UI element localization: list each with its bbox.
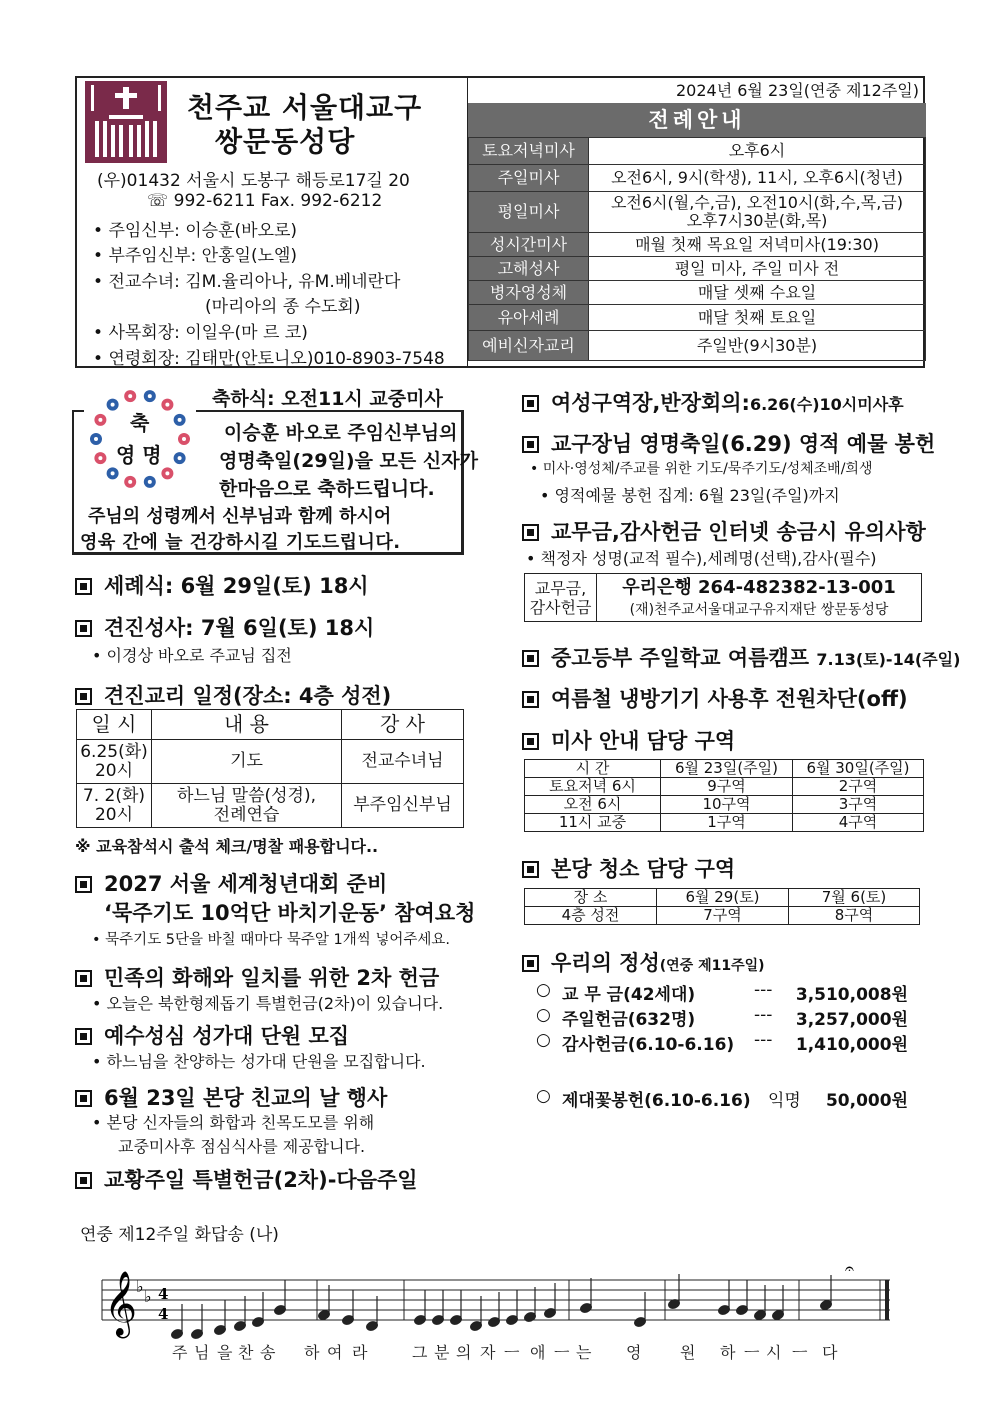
celebration-line3: 한마음으로 축하드립니다. [219, 478, 435, 500]
mass-guide-cell: 1구역 [661, 814, 793, 832]
baptism-section [75, 570, 369, 600]
mass-guide-section [522, 725, 735, 755]
staff-order: (마리아의 종 수도회) [205, 297, 361, 317]
staff-assistant-text: 부주임신부: 안홍일(노엘) [108, 246, 298, 266]
offering-row [536, 1005, 916, 1030]
liturgy-label: 성시간미사 [469, 233, 589, 257]
mass-guide-header: 시 간 [525, 760, 661, 778]
square-bullet-icon [75, 620, 92, 637]
collection-note: • 오늘은 북한형제돕기 특별헌금(2차)이 있습니다. [92, 991, 443, 1014]
staff-funeral: • 연령회장: 김태만(안토니오)010-8903-7548 [93, 349, 445, 369]
wreath-flower-center-icon [98, 456, 102, 460]
celebration-heading: 축하식: 오전11시 교중미사 [212, 388, 443, 410]
mass-guide-cell: 3구역 [793, 796, 924, 814]
choir-title: 예수성심 성가대 단원 모집 [104, 1024, 350, 1048]
bishop-note2: • 영적예물 봉헌 집계: 6월 23일(주일)까지 [540, 483, 840, 506]
wreath-flower-center-icon [165, 403, 169, 407]
mass-guide-cell: 2구역 [793, 778, 924, 796]
cleaning-cell: 4층 성전 [525, 907, 657, 925]
cleaning-title: 본당 청소 담당 구역 [551, 857, 736, 881]
schedule-table [76, 709, 464, 828]
offering-dash: --- [754, 1030, 773, 1050]
bishop-title: 교구장님 영명축일(6.29) 영적 예물 봉헌 [551, 432, 936, 456]
mass-guide-header: 6월 30일(주일) [793, 760, 924, 778]
bank-row [525, 574, 922, 622]
parish-logo [85, 81, 167, 163]
transfer-note: • 책정자 성명(교적 필수),세례명(선택),감사(필수) [526, 546, 877, 569]
staff-notation [80, 1250, 910, 1400]
liturgy-value-line1: 오전6시(월,수,금), 오전10시(화,수,목,금) [610, 193, 904, 212]
staff-council: • 사목회장: 이일우(마 르 코) [93, 323, 308, 343]
lyric-syllable: 여 [327, 1343, 343, 1362]
circle-bullet-icon: ○ [536, 980, 551, 1000]
offering-label: 주일헌금(632명) [562, 1010, 696, 1030]
mass-guide-row [525, 796, 924, 814]
wyd-title-line2: ‘묵주기도 10억단 바치기운동’ 참여요청 [104, 901, 476, 925]
wreath-flower-center-icon [111, 403, 115, 407]
staff-funeral-text: 연령회장: 김태만(안토니오)010-8903-7548 [108, 349, 445, 369]
offering-title: 우리의 정성 [551, 951, 660, 975]
schedule-header: 일 시 [77, 710, 152, 740]
offering-dash: --- [754, 1005, 773, 1025]
lyric-syllable: 다 [822, 1343, 838, 1362]
collection-title: 민족의 화해와 일치를 위한 2차 헌금 [104, 966, 440, 990]
lyric-syllable: 자 [480, 1343, 496, 1362]
parish-title-line1: 천주교 서울대교구 [187, 91, 423, 124]
lyric-syllable: 애 [530, 1343, 546, 1362]
psalm-score [80, 1250, 910, 1400]
celebration-line1: 이승훈 바오로 주임신부님의 [224, 422, 458, 444]
bank-info [597, 574, 922, 622]
lyric-syllable: 하 [720, 1343, 736, 1362]
liturgy-label: 주일미사 [469, 165, 589, 192]
bank-label-line2: 감사헌금 [529, 597, 592, 617]
wreath-text-top: 축 [130, 411, 150, 435]
bank-account: 우리은행 264-482382-13-001 [622, 576, 896, 598]
circle-bullet-icon: ○ [536, 1086, 551, 1106]
offering-dash: --- [754, 980, 773, 1000]
offering-amount: 3,510,008원 [795, 985, 908, 1005]
camp-section [522, 642, 960, 672]
liturgy-value: 오전6시, 9시(학생), 11시, 오후6시(청년) [589, 165, 926, 192]
flower-name: 익명 [768, 1091, 801, 1111]
schedule-date-line1: 7. 2(화) [82, 785, 146, 806]
bulletin-header [75, 76, 925, 368]
wreath-flower-center-icon [178, 456, 182, 460]
schedule-title: 견진교리 일정(장소: 4층 성전) [104, 684, 392, 708]
liturgy-label: 예비신자교리 [469, 331, 589, 361]
square-bullet-icon [75, 688, 92, 705]
mass-guide-cell: 11시 교중 [525, 814, 661, 832]
staff-assistant: • 부주임신부: 안홍일(노엘) [93, 246, 298, 266]
mass-guide-cell: 9구역 [661, 778, 793, 796]
lyric-syllable: 주 [172, 1343, 188, 1362]
flower-amount: 50,000원 [825, 1091, 908, 1111]
mass-guide-row [525, 778, 924, 796]
cleaning-cell: 8구역 [789, 907, 920, 925]
square-bullet-icon [522, 650, 539, 667]
staff-sisters-text: 전교수녀: 김M.율리아나, 유M.베네란다 [108, 272, 401, 292]
transfer-section [522, 516, 926, 546]
liturgy-panel [467, 78, 925, 366]
schedule-header: 강 사 [342, 710, 464, 740]
circle-bullet-icon: ○ [536, 1005, 551, 1025]
papal-section [75, 1164, 418, 1194]
liturgy-title: 전례안내 [468, 103, 926, 137]
square-bullet-icon [522, 691, 539, 708]
cleaning-header-row [525, 889, 920, 907]
bulletin-date: 2024년 6월 23일(연중 제12주일) [675, 81, 919, 100]
schedule-section [75, 680, 391, 710]
cleaning-header: 7월 6(토) [789, 889, 920, 907]
liturgy-row [469, 305, 926, 331]
women-title: 여성구역장,반장회의: [551, 391, 750, 415]
square-bullet-icon [75, 970, 92, 987]
offering-row [536, 1030, 916, 1055]
liturgy-row [469, 138, 926, 165]
lyric-syllable: 의 [456, 1343, 472, 1362]
wyd-note: • 묵주기도 5단을 바칠 때마다 묵주알 1개씩 넣어주세요. [92, 928, 450, 949]
staff-pastor-text: 주임신부: 이승훈(바오로) [108, 221, 298, 241]
celebration-line5: 영육 간에 늘 건강하시길 기도드립니다. [80, 532, 401, 553]
liturgy-label: 토요저녁미사 [469, 138, 589, 165]
wyd-section [75, 868, 387, 898]
flower-label: 제대꽃봉헌(6.10-6.16) [562, 1091, 751, 1111]
celebration-line2: 영명축일(29일)을 모든 신자가 [219, 450, 478, 472]
cleaning-section [522, 853, 735, 883]
mass-guide-row [525, 814, 924, 832]
transfer-title: 교무금,감사헌금 인터넷 송금시 유의사항 [551, 520, 926, 544]
bank-label [525, 574, 597, 622]
mass-guide-cell: 오전 6시 [525, 796, 661, 814]
event-note-line1: • 본당 신자들의 화합과 친목도모를 위해 [92, 1110, 374, 1133]
schedule-row [77, 740, 464, 784]
offering-row [536, 980, 916, 1005]
confirmation-section [75, 612, 374, 642]
liturgy-label: 병자영성체 [469, 281, 589, 305]
liturgy-value-line2: 오후7시30분(화,목) [686, 211, 828, 230]
svg-text:♭: ♭ [144, 1287, 152, 1306]
square-bullet-icon [75, 578, 92, 595]
liturgy-value: 평일 미사, 주일 미사 전 [589, 257, 926, 281]
women-title-date: 6.26(수)10시미사후 [749, 395, 904, 414]
schedule-content-line1: 하느님 말씀(성경), [176, 785, 317, 806]
svg-text:♭: ♭ [136, 1277, 144, 1296]
event-section [75, 1082, 387, 1112]
psalm-title: 연중 제12주일 화답송 (나) [80, 1225, 279, 1245]
liturgy-row [469, 233, 926, 257]
wreath-flower-center-icon [182, 437, 186, 441]
square-bullet-icon [75, 1090, 92, 1107]
schedule-teacher: 부주임신부님 [342, 784, 464, 828]
square-bullet-icon [522, 861, 539, 878]
event-note-line2: 교중미사후 점심식사를 제공합니다. [118, 1137, 366, 1156]
papal-title: 교황주일 특별헌금(2차)-다음주일 [104, 1168, 418, 1192]
liturgy-value: 매달 첫째 토요일 [589, 305, 926, 331]
lyric-syllable: ㅡ [744, 1343, 760, 1362]
liturgy-label: 고해성사 [469, 257, 589, 281]
event-title: 6월 23일 본당 친교의 날 행사 [104, 1086, 388, 1110]
square-bullet-icon [522, 436, 539, 453]
lyric-syllable: 송 [260, 1343, 276, 1362]
mass-guide-title: 미사 안내 담당 구역 [551, 729, 736, 753]
offering-label: 교 무 금(42세대) [562, 985, 696, 1005]
lyric-syllable: 분 [434, 1343, 450, 1362]
mass-guide-cell: 토요저녁 6시 [525, 778, 661, 796]
liturgy-row [469, 257, 926, 281]
mass-guide-header: 6월 23일(주일) [661, 760, 793, 778]
lyric-syllable: ㅡ [554, 1343, 570, 1362]
schedule-date-line2: 20시 [94, 804, 134, 825]
lyric-syllable: 찬 [238, 1343, 254, 1362]
lyric-syllable: 원 [680, 1343, 696, 1362]
mass-guide-header-row [525, 760, 924, 778]
schedule-content: 기도 [152, 740, 342, 784]
schedule-content-line2: 전례연습 [213, 804, 280, 825]
staff-council-text: 사목회장: 이일우(마 르 코) [108, 323, 308, 343]
wreath-flower-center-icon [111, 471, 115, 475]
liturgy-label: 유아세례 [469, 305, 589, 331]
parish-info [77, 78, 467, 369]
mass-guide-cell: 4구역 [793, 814, 924, 832]
cleaning-header: 장 소 [525, 889, 657, 907]
square-bullet-icon [75, 876, 92, 893]
schedule-date [77, 740, 152, 784]
svg-text:4: 4 [158, 1305, 169, 1323]
wreath-flower-center-icon [178, 418, 182, 422]
offering-label: 감사헌금(6.10-6.16) [562, 1035, 735, 1055]
confirmation-note: • 이경상 바오로 주교님 집전 [92, 643, 292, 666]
women-section [522, 387, 904, 417]
svg-text:4: 4 [158, 1285, 169, 1303]
wreath-flower-center-icon [128, 394, 132, 398]
offering-subtitle: (연중 제11주일) [659, 958, 765, 974]
mass-guide-table [524, 759, 924, 832]
choir-note: • 하느님을 찬양하는 성가대 단원을 모집합니다. [92, 1049, 426, 1072]
schedule-header: 내 용 [152, 710, 342, 740]
lyric-syllable: 을 [217, 1343, 233, 1362]
cleaning-cell: 7구역 [657, 907, 789, 925]
bank-table [524, 573, 922, 622]
staff-sisters: • 전교수녀: 김M.율리아나, 유M.베네란다 [93, 272, 401, 292]
mass-guide-cell: 10구역 [661, 796, 793, 814]
wreath-flower-center-icon [148, 480, 152, 484]
circle-bullet-icon: ○ [536, 1030, 551, 1050]
square-bullet-icon [75, 1172, 92, 1189]
lyric-syllable: 하 [304, 1343, 320, 1362]
cleaning-table [524, 888, 920, 925]
wreath-flower-center-icon [128, 480, 132, 484]
lyric-syllable: 영 [626, 1343, 642, 1362]
square-bullet-icon [522, 524, 539, 541]
flower-offering-row [536, 1086, 916, 1111]
wreath-flower-center-icon [148, 394, 152, 398]
square-bullet-icon [522, 733, 539, 750]
liturgy-value: 주일반(9시30분) [589, 331, 926, 361]
ac-title: 여름철 냉방기기 사용후 전원차단(off) [551, 687, 908, 711]
square-bullet-icon [522, 955, 539, 972]
ac-section [522, 683, 908, 713]
svg-text:𝄐: 𝄐 [845, 1259, 854, 1278]
liturgy-value: 오후6시 [589, 138, 926, 165]
bishop-section [522, 428, 935, 458]
wreath-flower-center-icon [94, 437, 98, 441]
offering-amount: 3,257,000원 [795, 1010, 908, 1030]
square-bullet-icon [75, 1028, 92, 1045]
schedule-note: ※ 교육참석시 출석 체크/명찰 패용합니다.. [75, 837, 379, 856]
collection-section [75, 962, 439, 992]
lyric-syllable: 시 [766, 1343, 782, 1362]
schedule-header-row [77, 710, 464, 740]
wyd-title-line1: 2027 서울 세계청년대회 준비 [104, 872, 388, 896]
bank-label-line1: 교무금, [534, 578, 587, 598]
parish-title-line2: 쌍문동성당 [215, 125, 356, 158]
schedule-teacher: 전교수녀님 [342, 740, 464, 784]
schedule-content [152, 784, 342, 828]
schedule-row [77, 784, 464, 828]
camp-title: 중고등부 주일학교 여름캠프 [551, 646, 810, 670]
parish-address: (우)01432 서울시 도봉구 해등로17길 20 [97, 171, 410, 191]
liturgy-table [468, 137, 926, 361]
liturgy-value: 매월 첫째 목요일 저녁미사(19:30) [589, 233, 926, 257]
wreath-flower-center-icon [165, 471, 169, 475]
schedule-date [77, 784, 152, 828]
liturgy-row [469, 192, 926, 233]
liturgy-label: 평일미사 [469, 192, 589, 233]
lyric-syllable: 는 [576, 1343, 592, 1362]
flower-wreath-icon [84, 383, 196, 495]
choir-section [75, 1020, 349, 1050]
staff-pastor: • 주임신부: 이승훈(바오로) [93, 221, 298, 241]
liturgy-value [589, 192, 926, 233]
wreath-flower-center-icon [98, 418, 102, 422]
lyric-syllable: 그 [412, 1343, 428, 1362]
offering-amount: 1,410,000원 [795, 1035, 908, 1055]
liturgy-row [469, 165, 926, 192]
offering-section [522, 947, 765, 977]
liturgy-row [469, 281, 926, 305]
wreath-text-bottom: 영 명 [116, 443, 162, 467]
bishop-note1: • 미사·영성체/주교를 위한 기도/묵주기도/성체조배/희생 [530, 458, 872, 478]
svg-text:𝄞: 𝄞 [104, 1271, 138, 1336]
lyric-syllable: 님 [194, 1343, 210, 1362]
baptism-title: 세례식: 6월 29일(토) 18시 [104, 574, 369, 598]
celebration-line4: 주님의 성령께서 신부님과 함께 하시어 [88, 506, 392, 527]
confirmation-title: 견진성사: 7월 6일(토) 18시 [104, 616, 375, 640]
square-bullet-icon [522, 395, 539, 412]
lyric-syllable: ㅡ [504, 1343, 520, 1362]
schedule-date-line1: 6.25(화) [80, 741, 148, 762]
liturgy-value: 매달 셋째 수요일 [589, 281, 926, 305]
parish-phone: ☏ 992-6211 Fax. 992-6212 [147, 191, 383, 211]
bank-holder: (재)천주교서울대교구유지재단 쌍문동성당 [629, 601, 889, 618]
liturgy-row [469, 331, 926, 361]
schedule-date-line2: 20시 [94, 760, 134, 781]
cleaning-row [525, 907, 920, 925]
cleaning-header: 6월 29(토) [657, 889, 789, 907]
lyric-syllable: 라 [352, 1343, 368, 1362]
camp-date: 7.13(토)-14(주일) [816, 650, 961, 669]
lyric-syllable: ㅡ [792, 1343, 808, 1362]
